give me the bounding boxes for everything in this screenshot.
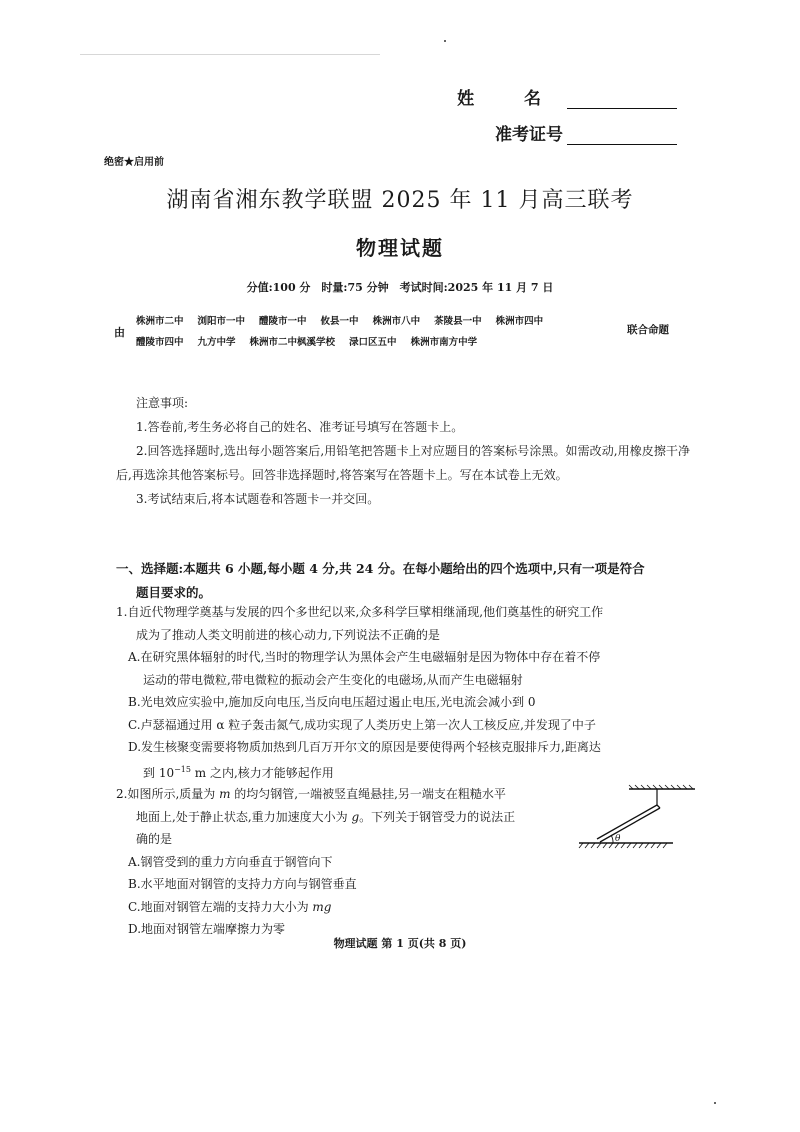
ticket-field[interactable] <box>495 120 677 145</box>
school-name: 浏阳市一中 <box>197 316 246 327</box>
q2-stem-text: 地面上,处于静止状态,重力加速度大小为 <box>136 809 352 824</box>
q1-stem: 1.自近代物理学奠基与发展的四个多世纪以来,众多科学巨擘相继涌现,他们奠基性的研究工作 <box>116 605 604 619</box>
section-heading-line: 一、选择题:本题共 6 小题,每小题 4 分,共 24 分。在每小题给出的四个选项中,只有一项是符合 <box>116 561 645 576</box>
name-field[interactable] <box>457 84 677 109</box>
school-name: 株洲市四中 <box>495 316 544 327</box>
ticket-blank[interactable] <box>567 126 677 145</box>
note-item: 1.答卷前,考生务必将自己的姓名、准考证号填写在答题卡上。 <box>136 420 464 434</box>
q1-d-exponent: −15 <box>174 764 191 774</box>
school-name: 茶陵县一中 <box>434 316 482 327</box>
q2-stem-text: 的均匀钢管,一端被竖直绳悬挂,另一端支在粗糙水平 <box>230 787 506 801</box>
q2-option-c <box>116 896 586 919</box>
notes-section <box>116 391 690 511</box>
section-heading-cont: 题目要求的。 <box>136 585 212 600</box>
note-item: 3.考试结束后,将本试题卷和答题卡一并交回。 <box>136 492 380 506</box>
by-label: 由 <box>114 326 125 339</box>
section-heading <box>116 557 690 605</box>
exam-title: 湖南省湘东教学联盟 2025 年 11 月高三联考 <box>166 188 634 213</box>
ticket-label: 准考证号 <box>495 125 563 145</box>
school-name: 渌口区五中 <box>349 337 397 348</box>
school-name: 株洲市二中枫溪学校 <box>249 337 336 348</box>
subject-title: 物理试题 <box>356 236 444 260</box>
q1-option-d: D.发生核聚变需要将物质加热到几百万开尔文的原因是要使得两个轻核克服排斥力,距离达 <box>128 740 601 754</box>
q1-option-a-cont: 运动的带电微粒,带电微粒的振动会产生变化的电磁场,从而产生电磁辐射 <box>143 672 523 687</box>
q1-option-c: C.卢瑟福通过用 α 粒子轰击氮气,成功实现了人类历史上第一次人工核反应,并发现了中子 <box>128 717 596 732</box>
ceiling <box>629 785 695 789</box>
school-name: 攸县一中 <box>320 316 359 327</box>
angle-arc <box>611 835 613 843</box>
q1-option-a: A.在研究黑体辐射的时代,当时的物理学认为黑体会产生电磁辐射是因为物体中存在着不停 <box>128 650 601 664</box>
angle-label: θ <box>615 834 621 844</box>
q2-var-m: m <box>219 787 231 801</box>
name-blank[interactable] <box>567 90 677 109</box>
steel-pipe-diagram <box>577 783 697 853</box>
q2-option-a: A.钢管受到的重力方向垂直于钢管向下 <box>128 854 333 869</box>
q2-var-g: g <box>351 809 360 824</box>
question-2 <box>116 783 586 941</box>
q1-d-text-end: m 之内,核力才能够起作用 <box>190 765 334 780</box>
school-name: 株洲市八中 <box>372 316 421 327</box>
school-row-2 <box>136 332 557 353</box>
q2-stem-cont <box>116 806 586 829</box>
q1-d-text: 到 10 <box>143 765 175 780</box>
school-name: 醴陵市一中 <box>259 316 307 327</box>
q2-stem-text: 2.如图所示,质量为 <box>116 787 220 801</box>
school-name: 株洲市二中 <box>136 316 184 327</box>
scan-line <box>80 54 380 55</box>
notes-heading: 注意事项: <box>136 396 189 410</box>
q2-stem <box>116 783 586 806</box>
joint-label: 联合命题 <box>627 324 669 336</box>
name-label: 姓 名 <box>457 89 563 109</box>
scan-speck <box>444 40 446 42</box>
steel-pipe <box>597 805 660 842</box>
q1-option-b: B.光电效应实验中,施加反向电压,当反向电压超过遏止电压,光电流会减小到 0 <box>128 695 536 709</box>
q1-option-d-cont <box>116 759 690 785</box>
q2-option-d: D.地面对钢管左端摩擦力为零 <box>128 922 286 936</box>
secret-mark: 绝密★启用前 <box>104 157 164 168</box>
q2-stem-text: 。下列关于钢管受力的说法正 <box>359 809 516 824</box>
school-name: 九方中学 <box>197 337 236 348</box>
page-footer: 物理试题 第 1 页(共 8 页) <box>333 937 467 950</box>
q1-stem-cont: 成为了推动人类文明前进的核心动力,下列说法不正确的是 <box>136 627 440 642</box>
exam-meta: 分值:100 分 时量:75 分钟 考试时间:2025 年 11 月 7 日 <box>246 281 554 294</box>
school-list <box>136 311 557 353</box>
q2-var-mg: mg <box>312 899 332 914</box>
school-name: 株洲市南方中学 <box>410 337 478 348</box>
school-name: 醴陵市四中 <box>136 337 184 348</box>
q2-c-text: C.地面对钢管左端的支持力大小为 <box>128 899 313 914</box>
school-row-1 <box>136 311 557 332</box>
ground <box>579 843 673 848</box>
q2-option-b: B.水平地面对钢管的支持力方向与钢管垂直 <box>128 877 357 891</box>
question-1 <box>116 601 690 784</box>
note-item: 2.回答选择题时,选出每小题答案后,用铅笔把答题卡上对应题目的答案标号涂黑。如需改动,用橡皮擦干净后,再选涂其他答案标号。回答非选择题时,将答案写在答题卡上。写在本试卷上无效。 <box>116 444 690 482</box>
q2-stem-cont: 确的是 <box>136 832 173 846</box>
scan-speck <box>714 1102 716 1104</box>
